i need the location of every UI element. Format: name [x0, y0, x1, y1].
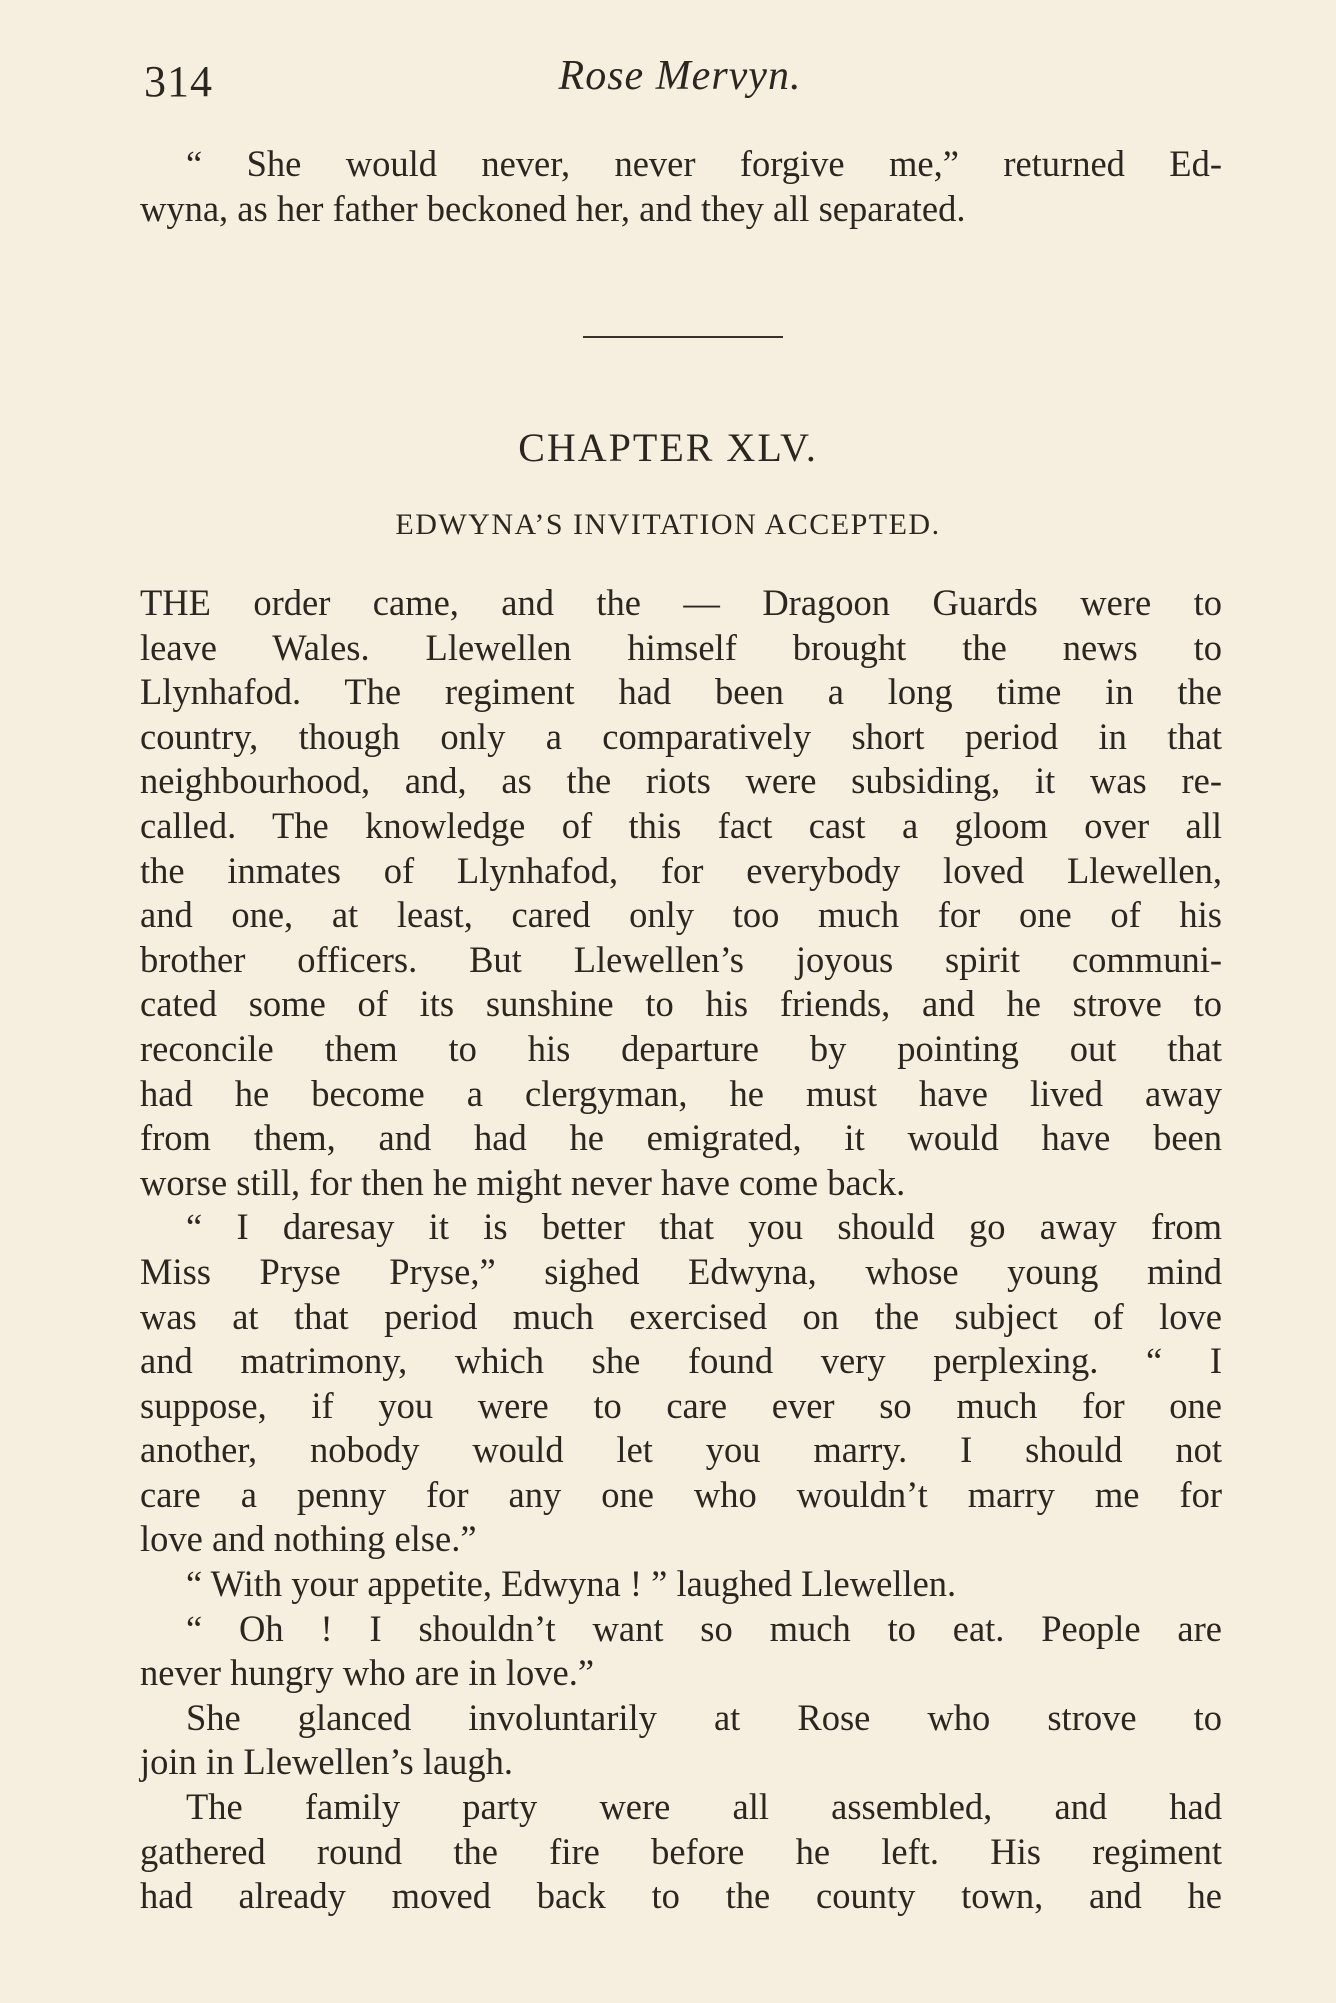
text-line: called. The knowledge of this fact cast a gloom over all — [140, 804, 1222, 846]
top-paragraph — [140, 142, 1222, 231]
text-line: “ Oh ! I shouldn’t want so much to eat. People are — [186, 1607, 1222, 1649]
text-line: country, though only a comparatively short period in that — [140, 715, 1222, 757]
text-line: THE order came, and the — Dragoon Guards were to — [140, 582, 1222, 623]
text-line: and matrimony, which she found very perplexing. “ I — [140, 1340, 1222, 1382]
text-line: leave Wales. Llewellen himself brought the news to — [140, 626, 1222, 668]
text-line: Llynhafod. The regiment had been a long time in the — [140, 671, 1222, 713]
text-line: “ With your appetite, Edwyna ! ” laughed Llewellen. — [186, 1563, 957, 1605]
running-title: Rose Mervyn. — [558, 53, 802, 99]
text-line: wyna, as her father beckoned her, and they all separated. — [140, 187, 966, 229]
text-line: The family party were all assembled, and had — [186, 1786, 1222, 1828]
text-line: cated some of its sunshine to his friends, and he strove to — [140, 983, 1222, 1025]
chapter-number: CHAPTER XLV. — [518, 425, 818, 470]
page-number: 314 — [144, 57, 213, 106]
text-line: from them, and had he emigrated, it would have been — [140, 1117, 1222, 1159]
text-line: “ She would never, never forgive me,” returned Ed- — [186, 143, 1222, 184]
text-line: was at that period much exercised on the subject of love — [140, 1295, 1222, 1337]
text-line: brother officers. But Llewellen’s joyous spirit communi- — [140, 938, 1222, 980]
text-line: love and nothing else.” — [140, 1518, 477, 1560]
text-line: never hungry who are in love.” — [140, 1652, 595, 1694]
text-line: neighbourhood, and, as the riots were subsiding, it was re- — [140, 760, 1222, 802]
text-line: gathered round the fire before he left. His regiment — [140, 1830, 1222, 1872]
section-divider — [583, 336, 783, 338]
running-head — [140, 52, 1220, 112]
text-line: suppose, if you were to care ever so much for one — [140, 1384, 1222, 1426]
text-line: join in Llewellen’s laugh. — [140, 1741, 514, 1783]
text-line: had he become a clergyman, he must have lived away — [140, 1072, 1222, 1114]
text-line: “ I daresay it is better that you should go away from — [186, 1206, 1222, 1248]
chapter-body — [140, 581, 1222, 1919]
text-line: worse still, for then he might never have come back. — [140, 1161, 906, 1203]
text-line: Miss Pryse Pryse,” sighed Edwyna, whose young mind — [140, 1250, 1222, 1292]
chapter-subtitle: EDWYNA’S INVITATION ACCEPTED. — [395, 508, 941, 541]
text-line: care a penny for any one who wouldn’t marry me for — [140, 1473, 1222, 1515]
text-line: had already moved back to the county town, and he — [140, 1875, 1222, 1917]
text-line: She glanced involuntarily at Rose who strove to — [186, 1696, 1222, 1738]
text-line: reconcile them to his departure by pointing out that — [140, 1027, 1222, 1069]
text-line: another, nobody would let you marry. I should not — [140, 1429, 1222, 1471]
text-line: the inmates of Llynhafod, for everybody loved Llewellen, — [140, 849, 1222, 891]
text-line: and one, at least, cared only too much for one of his — [140, 894, 1222, 936]
